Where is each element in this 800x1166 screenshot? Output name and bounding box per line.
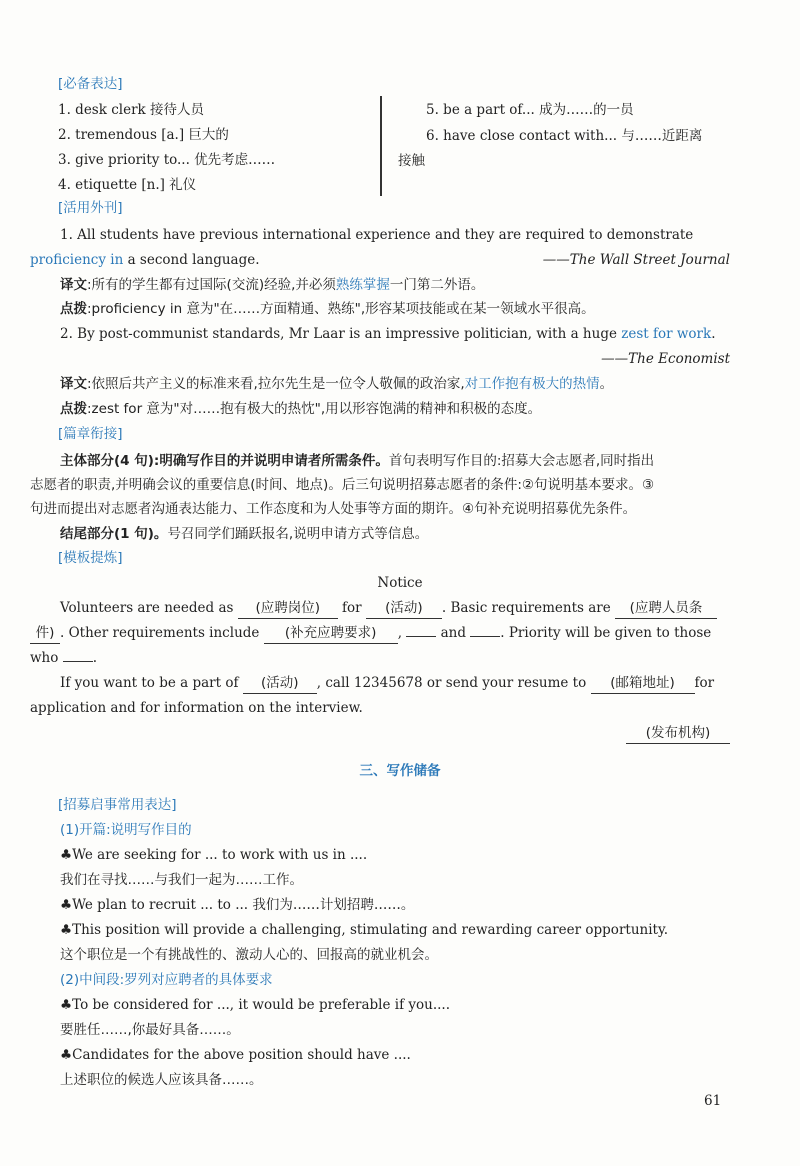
recruit-e4-cn: 要胜任……,你最好具备……。: [60, 1022, 240, 1038]
note-label: 点拨: [60, 401, 87, 417]
template-line4: [60, 673, 714, 694]
structure-tag: [篇章衔接]: [58, 426, 123, 442]
expression-text: We are seeking for ... to work with us in ....: [72, 847, 368, 863]
usage-ex1-translation: [60, 275, 484, 295]
trans-text: :所有的学生都有过国际(交流)经验,并必须: [87, 277, 336, 293]
template-signature: [626, 723, 730, 744]
trans-text-end: 一门第二外语。: [389, 277, 485, 293]
trans-label: 译文: [60, 277, 87, 293]
usage-ex1-source: ——The Wall Street Journal: [542, 252, 730, 268]
structure-main-line3: 句进而提出对志愿者沟通表达能力、工作态度和为人处事等方面的期许。④句补充说明招募优先条件。: [30, 501, 637, 517]
essential-item-6-cont: 接触: [398, 153, 425, 169]
blank-extra-requirements: (补充应聘要求): [264, 623, 398, 644]
template-text: for: [694, 675, 715, 691]
recruit-e2-en: [60, 895, 414, 915]
template-text: and: [440, 625, 466, 641]
blank-activity: (活动): [366, 598, 442, 619]
club-icon: ♣: [60, 847, 73, 863]
trans-label: 译文: [60, 376, 87, 392]
template-text: . Basic requirements are: [441, 600, 611, 616]
usage-ex2-line: [60, 324, 715, 344]
recruit-e3-en: [60, 920, 668, 940]
trans-highlight: 对工作抱有极大的热情: [464, 376, 600, 392]
usage-ex1-highlight: proficiency in: [30, 252, 124, 268]
note-text: :proficiency in 意为"在……方面精通、熟练",形容某项技能或在某一领域水平很高。: [87, 301, 595, 317]
blank-activity-2: (活动): [243, 673, 317, 694]
blank-requirements: (应聘人员条: [615, 598, 717, 619]
trans-text-end: 。: [599, 376, 614, 392]
club-icon: ♣: [60, 1047, 73, 1063]
recruit-e1-en: [60, 845, 367, 865]
recruit-e4-en: [60, 995, 450, 1015]
template-text: ,: [397, 625, 402, 641]
recruit-e5-cn: 上述职位的候选人应该具备……。: [60, 1072, 263, 1088]
usage-ex1-line2: [30, 250, 260, 270]
essential-item-5: 5. be a part of... 成为……的一员: [426, 102, 634, 118]
usage-ex1-note: [60, 299, 595, 319]
essential-item-2: 2. tremendous [a.] 巨大的: [58, 127, 229, 143]
blank-requirements-cont: 件): [30, 623, 60, 644]
blank-organization: (发布机构): [626, 723, 730, 744]
recruit-e3-cn: 这个职位是一个有挑战性的、激动人心的、回报高的就业机会。: [60, 947, 438, 963]
note-text: :zest for 意为"对……抱有极大的热忱",用以形容饱满的精神和积极的态度。: [87, 401, 542, 417]
template-line2: [30, 623, 711, 644]
essential-item-1: 1. desk clerk 接待人员: [58, 102, 204, 118]
blank-priority: [63, 661, 93, 662]
recruit-tag: [招募启事常用表达]: [58, 797, 177, 813]
structure-main-text: 首句表明写作目的:招募大会志愿者,同时指出: [388, 453, 655, 469]
usage-ex2-end: .: [711, 326, 716, 342]
usage-ex2-source: ——The Economist: [601, 351, 730, 367]
usage-ex2-translation: [60, 374, 613, 394]
template-text: If you want to be a part of: [60, 675, 239, 691]
template-text: .: [92, 650, 97, 666]
trans-highlight: 熟练掌握: [335, 277, 390, 293]
expression-text: Candidates for the above position should have ....: [72, 1047, 411, 1063]
structure-end: [60, 524, 428, 544]
essential-tag: [必备表达]: [58, 76, 123, 92]
essential-item-4: 4. etiquette [n.] 礼仪: [58, 177, 197, 193]
template-line1: [60, 598, 717, 619]
trans-text: :依照后共产主义的标准来看,拉尔先生是一位令人敬佩的政治家,: [87, 376, 465, 392]
expression-text: To be considered for ..., it would be preferable if you....: [72, 997, 450, 1013]
usage-ex1-rest: a second language.: [123, 252, 260, 268]
section-title: 三、写作储备: [359, 763, 441, 779]
notice-title: Notice: [377, 575, 423, 591]
structure-end-label: 结尾部分(1 句)。: [60, 526, 168, 542]
blank-email: (邮箱地址): [591, 673, 695, 694]
essential-item-6: 6. have close contact with... 与……近距离: [426, 128, 703, 144]
structure-main-label: 主体部分(4 句):明确写作目的并说明申请者所需条件。: [60, 453, 389, 469]
page-number: 61: [704, 1093, 722, 1109]
note-label: 点拨: [60, 301, 87, 317]
blank-extra-2: [406, 636, 436, 637]
club-icon: ♣: [60, 897, 73, 913]
recruit-e5-en: [60, 1045, 411, 1065]
usage-ex1-line1: 1. All students have previous international experience and they are required to demonstrate: [60, 227, 694, 243]
structure-main: [60, 451, 654, 471]
expression-text: We plan to recruit ... to ... 我们为……计划招聘……。: [72, 897, 415, 913]
template-text: , call 12345678 or send your resume to: [316, 675, 587, 691]
usage-ex2-highlight: zest for work: [621, 326, 712, 342]
template-line3: [30, 648, 97, 668]
template-line5: application and for information on the interview.: [30, 700, 363, 716]
usage-ex2-text: 2. By post-communist standards, Mr Laar is an impressive politician, with a huge: [60, 326, 622, 342]
template-text: Volunteers are needed as: [60, 600, 234, 616]
usage-ex2-note: [60, 399, 541, 419]
blank-position: (应聘岗位): [238, 598, 338, 619]
template-text: for: [342, 600, 362, 616]
structure-main-line2: 志愿者的职责,并明确会议的重要信息(时间、地点)。后三句说明招募志愿者的条件:②句说明基本要求。③: [30, 477, 655, 493]
essential-item-3: 3. give priority to... 优先考虑……: [58, 152, 276, 168]
club-icon: ♣: [60, 997, 73, 1013]
structure-end-text: 号召同学们踊跃报名,说明申请方式等信息。: [167, 526, 429, 542]
template-text: who: [30, 650, 59, 666]
template-text: . Other requirements include: [60, 625, 260, 641]
recruit-e1-cn: 我们在寻找……与我们一起为……工作。: [60, 872, 303, 888]
usage-tag: [活用外刊]: [58, 200, 123, 216]
expression-text: This position will provide a challenging, stimulating and rewarding career opportunity.: [72, 922, 669, 938]
club-icon: ♣: [60, 922, 73, 938]
template-text: . Priority will be given to those: [500, 625, 712, 641]
recruit-sub1: (1)开篇:说明写作目的: [60, 822, 192, 838]
column-divider: [380, 96, 382, 196]
blank-extra-3: [470, 636, 500, 637]
recruit-sub2: (2)中间段:罗列对应聘者的具体要求: [60, 972, 273, 988]
template-tag: [模板提炼]: [58, 550, 123, 566]
